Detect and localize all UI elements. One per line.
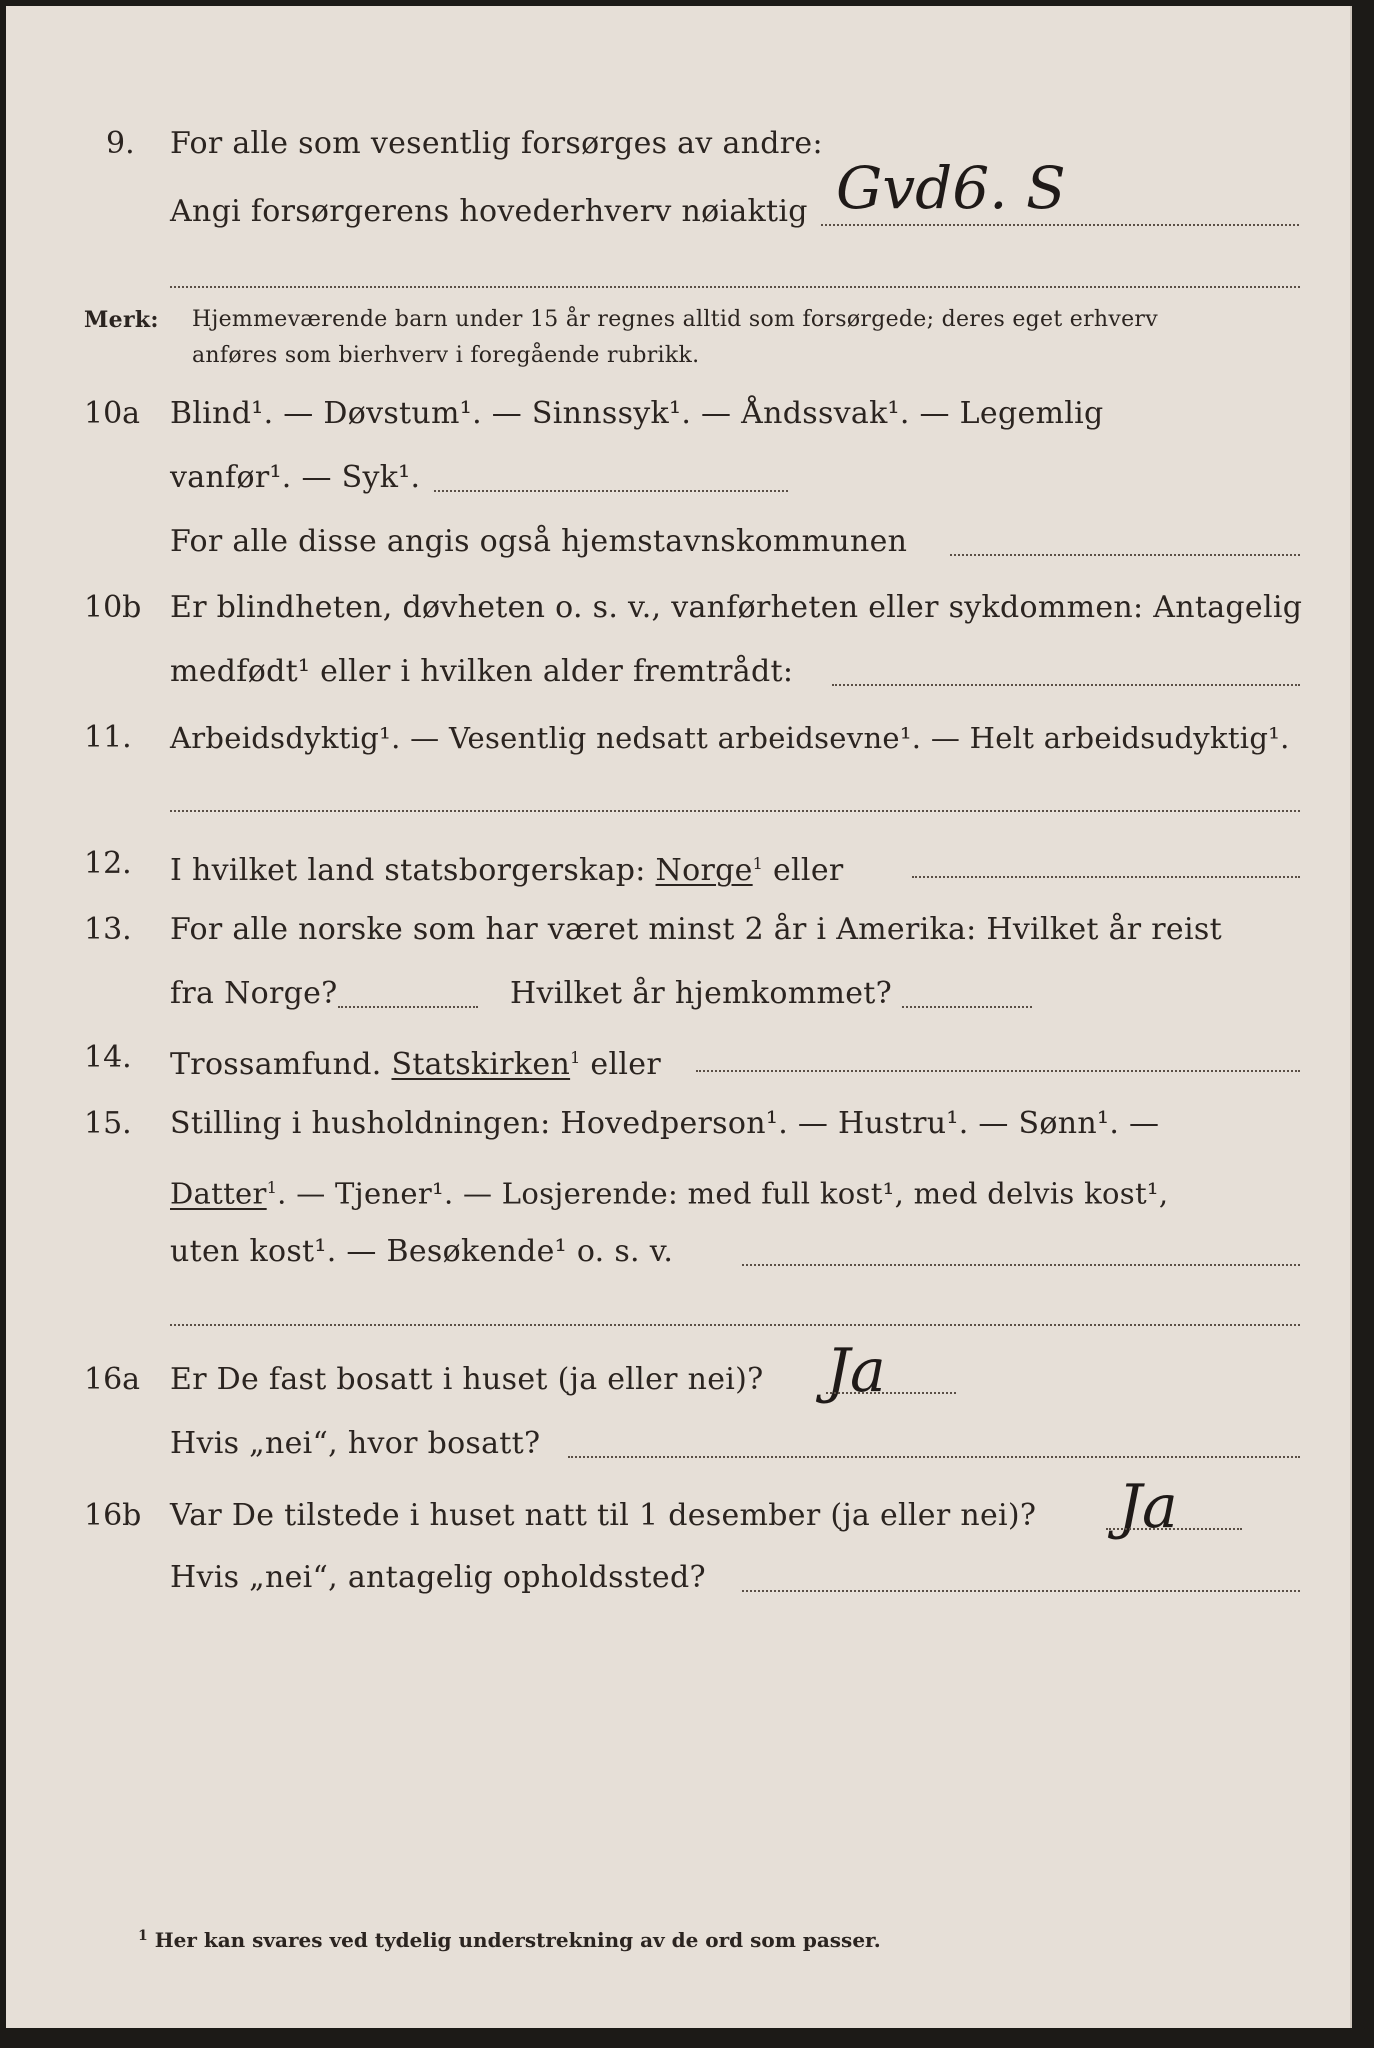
q13-line2a: fra Norge?	[170, 976, 338, 1011]
q16b-number: 16b	[84, 1498, 142, 1533]
q15-extra-line	[170, 1324, 1300, 1326]
footnote-bold: tydelig understrekning	[374, 1928, 634, 1952]
q12-line: I hvilket land statsborgerskap: Norge$^1$ eller	[170, 853, 844, 888]
q15-answer-line	[742, 1264, 1300, 1266]
q10a-line1: Blind¹. — Døvstum¹. — Sinnssyk¹. — Åndssvak¹. — Legemlig	[170, 396, 1104, 431]
q16b-line1: Var De tilstede i huset natt til 1 desember (ja eller nei)?	[170, 1498, 1037, 1533]
q9-handwritten-answer[interactable]: Gvd6. S	[836, 154, 1066, 222]
q16a-number: 16a	[84, 1362, 141, 1397]
q10a-number: 10a	[84, 396, 141, 431]
q16b-sted-line	[742, 1590, 1300, 1592]
footnote-post: av de ord som passer.	[640, 1928, 881, 1952]
q13-line1: For alle norske som har været minst 2 år i Amerika: Hvilket år reist	[170, 912, 1222, 947]
q13-hjem-line	[902, 1006, 1032, 1008]
q10b-line1: Er blindheten, døvheten o. s. v., vanførheten eller sykdommen: Antagelig	[170, 590, 1303, 625]
q16a-bosatt-line	[568, 1456, 1300, 1458]
q12-underlined-choice[interactable]: Norge	[655, 853, 753, 888]
q16a-answer-line	[826, 1392, 956, 1394]
q16b-answer-line	[1106, 1528, 1242, 1530]
q13-reist-line	[338, 1006, 478, 1008]
q14-text: Trossamfund.	[170, 1047, 382, 1082]
q10a-line2: vanfør¹. — Syk¹.	[170, 460, 421, 495]
q15-line1: Stilling i husholdningen: Hovedperson¹. — Hustru¹. — Sønn¹. —	[170, 1106, 1160, 1141]
q9-line2: Angi forsørgerens hovederhverv nøiaktig	[170, 194, 808, 229]
q14-answer-line	[696, 1070, 1300, 1072]
q10a-syk-line	[434, 490, 788, 492]
q12-text: I hvilket land statsborgerskap:	[170, 853, 646, 888]
q9-answer-line	[821, 224, 1299, 226]
q16a-handwritten-answer[interactable]: Ja	[826, 1336, 886, 1406]
q16a-line2: Hvis „nei“, hvor bosatt?	[170, 1426, 541, 1461]
q10b-line2: medfødt¹ eller i hvilken alder fremtrådt:	[170, 654, 794, 689]
q10a-kommune-line	[950, 554, 1300, 556]
q14-number: 14.	[84, 1040, 132, 1075]
footnote-pre: Her kan svares ved	[154, 1928, 368, 1952]
q12-number: 12.	[84, 846, 132, 881]
q12-post: eller	[772, 853, 844, 888]
q10b-answer-line	[832, 684, 1300, 686]
q9-line1: For alle som vesentlig forsørges av andre:	[170, 126, 823, 161]
merk-label: Merk:	[84, 307, 159, 333]
q11-number: 11.	[84, 720, 132, 755]
footnote-mark: 1	[138, 1928, 148, 1944]
q15-line3: uten kost¹. — Besøkende¹ o. s. v.	[170, 1234, 674, 1269]
q16b-line2: Hvis „nei“, antagelig opholdssted?	[170, 1560, 706, 1595]
q10b-number: 10b	[84, 590, 142, 625]
merk-line1: Hjemmeværende barn under 15 år regnes alltid som forsørgede; deres eget erhverv	[192, 307, 1158, 332]
q11-answer-line	[170, 810, 1300, 812]
q9-extra-line	[170, 286, 1300, 288]
q14-line: Trossamfund. Statskirken$^1$ eller	[170, 1047, 661, 1082]
form-page	[6, 6, 1352, 2028]
q10a-line3: For alle disse angis også hjemstavnskommunen	[170, 524, 908, 559]
q14-post: eller	[590, 1047, 661, 1082]
q11-line1: Arbeidsdyktig¹. — Vesentlig nedsatt arbeidsevne¹. — Helt arbeidsudyktig¹.	[170, 721, 1290, 755]
footnote	[138, 1928, 881, 1952]
q13-line2b: Hvilket år hjemkommet?	[510, 976, 893, 1011]
q13-number: 13.	[84, 912, 132, 947]
q15-underlined-choice[interactable]: Datter	[170, 1176, 267, 1211]
q9-number: 9.	[106, 126, 135, 161]
q15-number: 15.	[84, 1106, 132, 1141]
q16b-handwritten-answer[interactable]: Ja	[1118, 1472, 1178, 1542]
q15-line2-rest: . — Tjener¹. — Losjerende: med full kost¹, med delvis kost¹,	[277, 1176, 1169, 1211]
q12-answer-line	[912, 876, 1300, 878]
merk-line2: anføres som bierhverv i foregående rubrikk.	[192, 343, 700, 368]
q15-line2: Datter$^1$. — Tjener¹. — Losjerende: med full kost¹, med delvis kost¹,	[170, 1176, 1169, 1211]
q14-underlined-choice[interactable]: Statskirken	[391, 1047, 571, 1082]
q16a-line1: Er De fast bosatt i huset (ja eller nei)?	[170, 1362, 764, 1397]
